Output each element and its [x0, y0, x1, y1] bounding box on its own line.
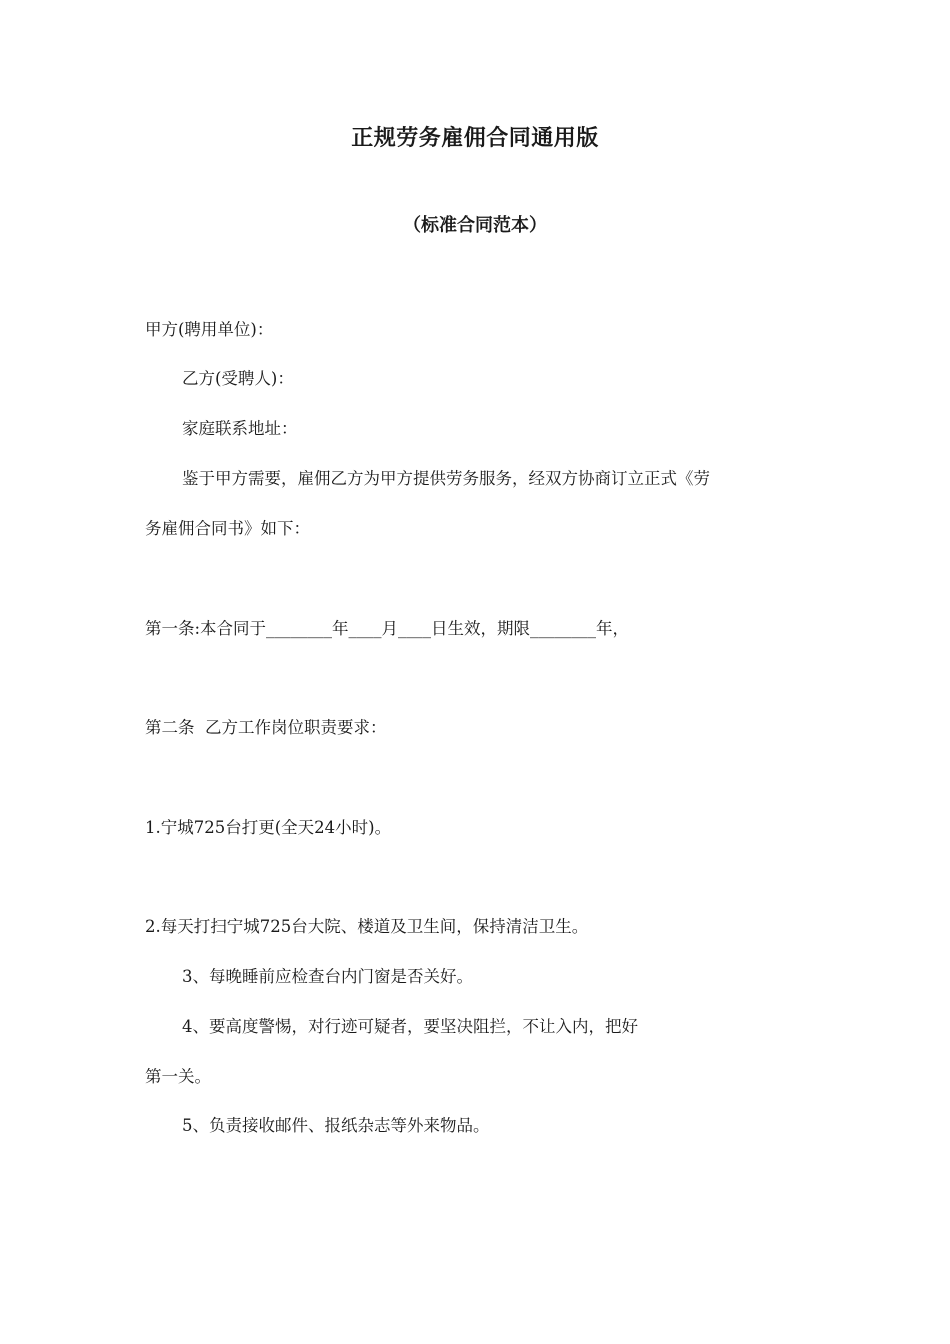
preamble-line-1: 鉴于甲方需要，雇佣乙方为甲方提供劳务服务，经双方协商订立正式《劳 [182, 469, 710, 488]
document-title: 正规劳务雇佣合同通用版 [351, 126, 599, 151]
article-2: 第二条 乙方工作岗位职责要求： [145, 718, 387, 737]
duty-item-2: 2.每天打扫宁城725台大院、楼道及卫生间，保持清洁卫生。 [145, 917, 589, 936]
duty-item-1: 1.宁城725台打更(全天24小时)。 [145, 818, 392, 837]
preamble-line-2: 务雇佣合同书》如下： [145, 519, 310, 538]
address-line: 家庭联系地址： [182, 419, 298, 438]
party-b-line: 乙方(受聘人)： [182, 369, 294, 388]
duty-item-5: 5、负责接收邮件、报纸杂志等外来物品。 [182, 1116, 490, 1135]
document-subtitle: （标准合同范本） [403, 215, 547, 236]
article-1: 第一条:本合同于________年____月____日生效，期限________年， [145, 619, 630, 638]
duty-item-4-line-2: 第一关。 [145, 1067, 211, 1086]
duty-item-3: 3、每晚睡前应检查台内门窗是否关好。 [182, 967, 473, 986]
duty-item-4-line-1: 4、要高度警惕，对行迹可疑者，要坚决阻拦，不让入内，把好 [182, 1017, 638, 1036]
party-a-line: 甲方(聘用单位)： [145, 320, 274, 339]
